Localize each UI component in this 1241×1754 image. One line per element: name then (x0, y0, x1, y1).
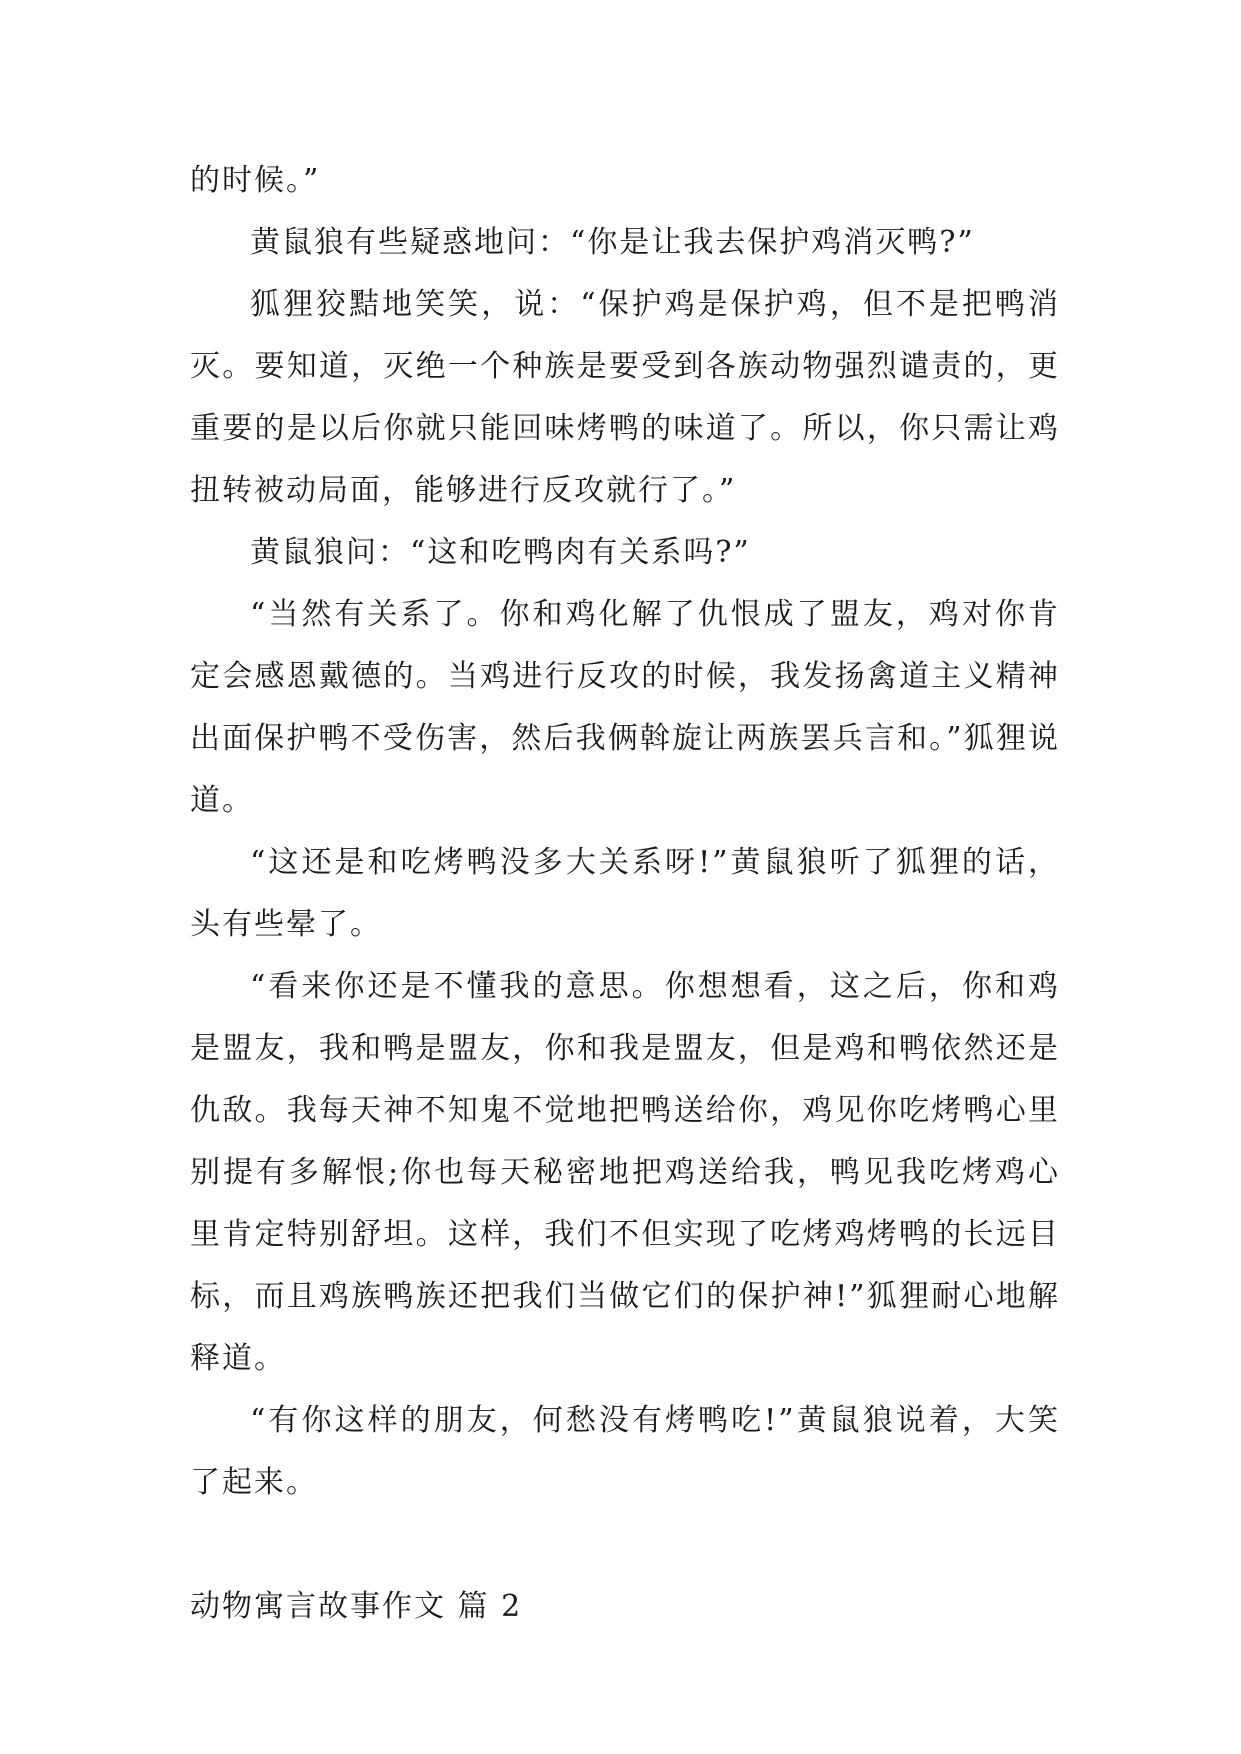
document-body (190, 150, 1060, 1638)
paragraph: 狐狸狡黠地笑笑，说：“保护鸡是保护鸡，但不是把鸭消灭。要知道，灭绝一个种族是要受到各族动物强烈谴责的，更重要的是以后你就只能回味烤鸭的味道了。所以，你只需让鸡扭转被动局面，能够进行反攻就行了。” (190, 287, 1060, 508)
paragraph: “有你这样的朋友，何愁没有烤鸭吃!”黄鼠狼说着，大笑了起来。 (190, 1403, 1060, 1500)
paragraph: 的时候。” (190, 163, 321, 198)
paragraph: 黄鼠狼有些疑惑地问：“你是让我去保护鸡消灭鸭?” (250, 225, 975, 260)
paragraph: “看来你还是不懂我的意思。你想想看，这之后，你和鸡是盟友，我和鸭是盟友，你和我是盟友，但是鸡和鸭依然还是仇敌。我每天神不知鬼不觉地把鸭送给你，鸡见你吃烤鸭心里别提有多解恨;你也每天秘密地把鸡送给我，鸭见我吃烤鸡心里肯定特别舒坦。这样，我们不但实现了吃烤鸡烤鸭的长远目标，而且鸡族鸭族还把我们当做它们的保护神!”狐狸耐心地解释道。 (190, 969, 1060, 1376)
paragraph: “当然有关系了。你和鸡化解了仇恨成了盟友，鸡对你肯定会感恩戴德的。当鸡进行反攻的时候，我发扬禽道主义精神出面保护鸭不受伤害，然后我俩斡旋让两族罢兵言和。”狐狸说道。 (190, 597, 1060, 818)
paragraph: 黄鼠狼问：“这和吃鸭肉有关系吗?” (250, 535, 751, 570)
section-title: 动物寓言故事作文 篇 2 (190, 1589, 523, 1624)
paragraph: “这还是和吃烤鸭没多大关系呀!”黄鼠狼听了狐狸的话，头有些晕了。 (190, 845, 1060, 942)
